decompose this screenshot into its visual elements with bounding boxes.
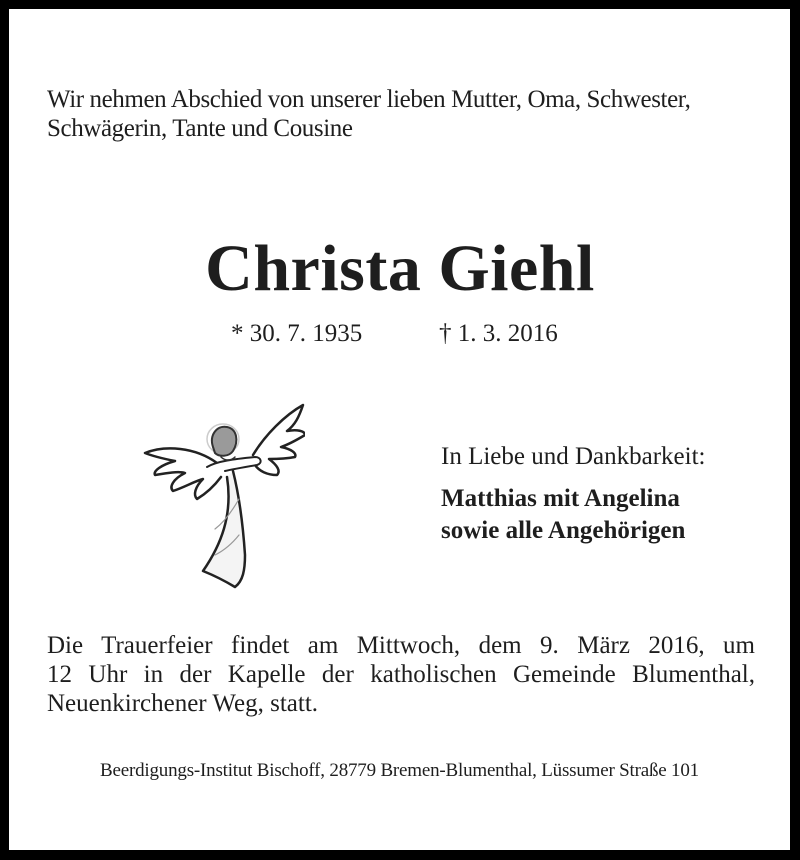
survivor-line: Matthias mit Angelina [441,485,680,512]
funeral-home-address: Beerdigungs-Institut Bischoff, 28779 Bremen-Blumenthal, Lüssumer Straße 101 [100,760,699,781]
ceremony-details [47,631,755,718]
survivors-list [441,483,685,547]
angel-icon [135,395,305,590]
intro-text: Wir nehmen Abschied von unserer lieben Mutter, Oma, Schwester, Schwägerin, Tante und Cousine [47,86,691,142]
birth-date: * 30. 7. 1935 [231,320,363,347]
ceremony-line: 12 Uhr in der Kapelle der katholischen Gemeinde Blumenthal, [47,661,755,688]
ceremony-line: Neuenkirchener Weg, statt. [47,690,319,717]
thanks-line: In Liebe und Dankbarkeit: [441,443,706,470]
ceremony-line: Die Trauerfeier findet am Mittwoch, dem 9. März 2016, um [47,632,755,659]
survivor-line: sowie alle Angehörigen [441,517,686,544]
death-date: † 1. 3. 2016 [439,320,558,347]
obituary-notice [9,9,790,850]
deceased-name: Christa Giehl [205,232,595,305]
